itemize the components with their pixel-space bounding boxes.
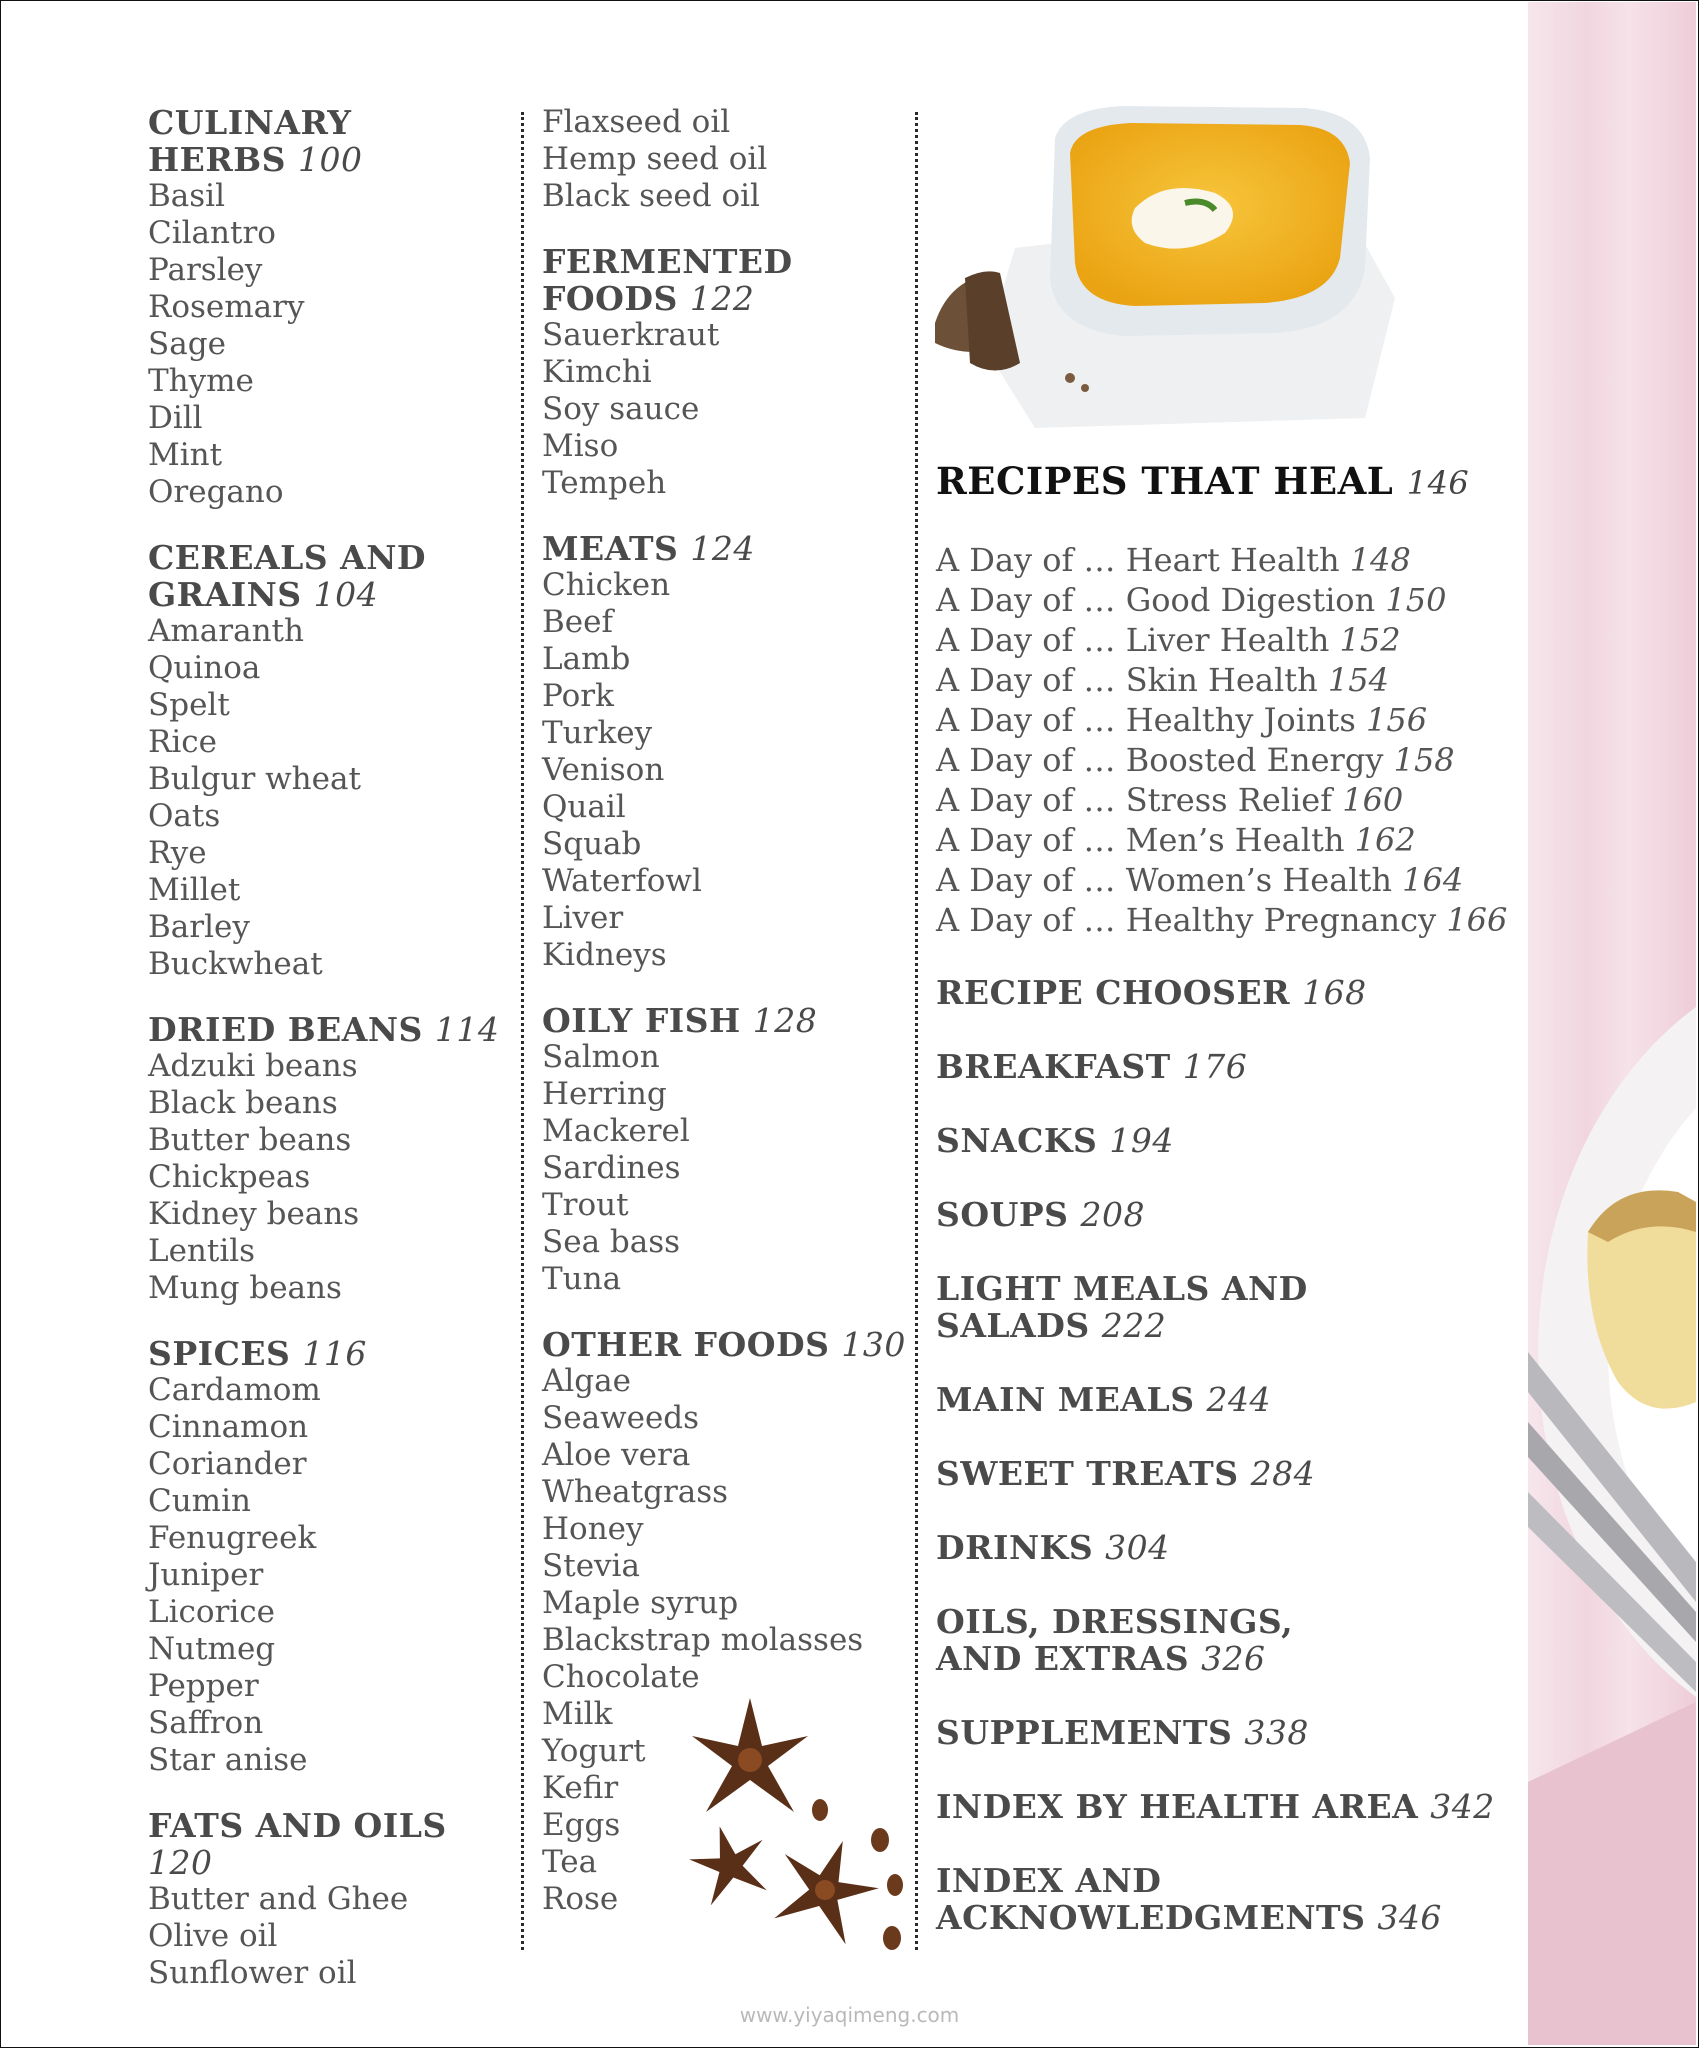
list-item[interactable]: Cardamom <box>148 1372 321 1408</box>
list-item[interactable]: Maple syrup <box>542 1585 739 1621</box>
list-item[interactable]: Barley <box>148 909 250 945</box>
toc-section-spices <box>148 1335 508 1779</box>
list-item[interactable]: Parsley <box>148 252 263 288</box>
list-item[interactable]: Miso <box>542 428 619 464</box>
list-item[interactable]: Kefir <box>542 1770 619 1806</box>
section-heading[interactable]: CEREALS AND GRAINS 104 <box>148 538 427 614</box>
list-item[interactable]: Chicken <box>542 567 671 603</box>
list-item[interactable]: Basil <box>148 178 226 214</box>
list-item[interactable]: Rice <box>148 724 217 760</box>
list-item[interactable]: Cilantro <box>148 215 276 251</box>
dessert-photo-strip <box>1528 2 1696 2045</box>
list-item[interactable]: Amaranth <box>148 613 304 649</box>
list-item[interactable]: Squab <box>542 826 642 862</box>
list-item[interactable]: Cinnamon <box>148 1409 309 1445</box>
page-number: 104 <box>313 575 379 614</box>
list-item[interactable]: Juniper <box>148 1557 264 1593</box>
list-item[interactable]: Honey <box>542 1511 644 1547</box>
list-item[interactable]: Butter beans <box>148 1122 352 1158</box>
toc-section-fats-and-oils <box>148 1807 508 1992</box>
list-item[interactable]: Bulgur wheat <box>148 761 361 797</box>
list-item[interactable]: Buckwheat <box>148 946 323 982</box>
list-item[interactable]: Tempeh <box>542 465 667 501</box>
list-item[interactable]: Lentils <box>148 1233 256 1269</box>
toc-section-cereals-and-grains <box>148 539 508 983</box>
footer-watermark: www.yiyaqimeng.com <box>739 2003 960 2027</box>
list-item[interactable]: Salmon <box>542 1039 660 1075</box>
list-item[interactable]: Star anise <box>148 1742 308 1778</box>
list-item[interactable]: Black beans <box>148 1085 338 1121</box>
list-item[interactable]: Saffron <box>148 1705 264 1741</box>
list-item[interactable]: A Day of … Heart Health 148 <box>936 541 1411 579</box>
section-heading[interactable]: OILY FISH 128 <box>542 1001 818 1040</box>
section-heading[interactable]: SOUPS 208 <box>936 1195 1146 1234</box>
list-item[interactable]: Rosemary <box>148 289 305 325</box>
list-item[interactable]: Adzuki beans <box>148 1048 358 1084</box>
list-item[interactable]: A Day of … Healthy Joints 156 <box>936 701 1428 739</box>
section-heading[interactable]: OILS, DRESSINGS, AND EXTRAS 326 <box>936 1602 1294 1678</box>
list-item[interactable]: Tea <box>542 1844 598 1880</box>
list-item[interactable]: Coriander <box>148 1446 307 1482</box>
list-item[interactable]: Mackerel <box>542 1113 690 1149</box>
list-item[interactable]: Fenugreek <box>148 1520 317 1556</box>
list-item[interactable]: Chickpeas <box>148 1159 311 1195</box>
section-heading[interactable]: SPICES 116 <box>148 1334 367 1373</box>
list-item[interactable]: Yogurt <box>542 1733 646 1769</box>
list-item[interactable]: A Day of … Good Digestion 150 <box>936 581 1447 619</box>
list-item[interactable]: Herring <box>542 1076 667 1112</box>
list-item[interactable]: Pork <box>542 678 614 714</box>
section-heading[interactable]: DRIED BEANS 114 <box>148 1010 500 1049</box>
section-heading[interactable]: FATS AND OILS 120 <box>148 1806 447 1882</box>
section-heading[interactable]: BREAKFAST 176 <box>936 1047 1248 1086</box>
list-item[interactable]: Sardines <box>542 1150 681 1186</box>
soup-bowl-image <box>925 98 1405 438</box>
page-number: 124 <box>690 529 755 568</box>
section-heading[interactable]: SWEET TREATS 284 <box>936 1454 1316 1493</box>
list-item[interactable]: Oats <box>148 798 221 834</box>
list-item[interactable]: Spelt <box>148 687 230 723</box>
section-heading[interactable]: FERMENTED FOODS 122 <box>542 242 793 318</box>
page-number: 128 <box>752 1001 818 1040</box>
list-item[interactable]: Dill <box>148 400 203 436</box>
list-item[interactable]: Cumin <box>148 1483 251 1519</box>
list-item[interactable]: Eggs <box>542 1807 621 1843</box>
section-heading[interactable]: INDEX BY HEALTH AREA 342 <box>936 1787 1495 1826</box>
list-item[interactable]: A Day of … Stress Relief 160 <box>936 781 1404 819</box>
star-anise-image <box>650 1680 910 1970</box>
list-item[interactable]: Kidney beans <box>148 1196 360 1232</box>
contents-column-3 <box>936 460 1516 1973</box>
list-item[interactable]: Sunflower oil <box>148 1955 357 1991</box>
section-heading[interactable]: MAIN MEALS 244 <box>936 1380 1272 1419</box>
toc-section-dried-beans <box>148 1011 508 1307</box>
list-item[interactable]: Butter and Ghee <box>148 1881 409 1917</box>
list-item[interactable]: A Day of … Healthy Pregnancy 166 <box>936 901 1508 939</box>
list-item[interactable]: Mint <box>148 437 223 473</box>
list-item[interactable]: Kimchi <box>542 354 652 390</box>
section-heading[interactable]: DRINKS 304 <box>936 1528 1170 1567</box>
list-item[interactable]: A Day of … Boosted Energy 158 <box>936 741 1455 779</box>
list-item[interactable]: Sage <box>148 326 226 362</box>
section-heading[interactable]: CULINARY HERBS 100 <box>148 103 363 179</box>
list-item[interactable]: Aloe vera <box>542 1437 691 1473</box>
page-number: 116 <box>302 1334 367 1373</box>
section-heading[interactable]: RECIPE CHOOSER 168 <box>936 973 1367 1012</box>
section-heading[interactable]: INDEX AND ACKNOWLEDGMENTS 346 <box>936 1861 1442 1937</box>
list-item[interactable]: Wheatgrass <box>542 1474 729 1510</box>
list-item[interactable]: Mung beans <box>148 1270 342 1306</box>
list-item[interactable]: Pepper <box>148 1668 259 1704</box>
list-item[interactable]: Oregano <box>148 474 284 510</box>
list-item[interactable]: Sauerkraut <box>542 317 720 353</box>
toc-section-oily-fish <box>542 1002 912 1298</box>
list-item[interactable]: Turkey <box>542 715 653 751</box>
list-item[interactable]: Waterfowl <box>542 863 702 899</box>
dotted-column-divider <box>521 112 524 1950</box>
list-item[interactable]: Trout <box>542 1187 629 1223</box>
list-item[interactable]: Nutmeg <box>148 1631 276 1667</box>
list-item[interactable]: Sea bass <box>542 1224 681 1260</box>
section-heading[interactable]: OTHER FOODS 130 <box>542 1325 906 1364</box>
list-item[interactable]: Kidneys <box>542 937 667 973</box>
list-item[interactable]: A Day of … Liver Health 152 <box>936 621 1401 659</box>
contents-column-1 <box>148 104 508 2020</box>
list-item[interactable]: Black seed oil <box>542 178 760 214</box>
list-item[interactable]: Olive oil <box>148 1918 278 1954</box>
list-item[interactable]: Hemp seed oil <box>542 141 768 177</box>
page-number: 122 <box>689 279 755 318</box>
list-item[interactable]: Seaweeds <box>542 1400 700 1436</box>
contents-column-2 <box>542 104 912 1946</box>
list-item[interactable]: Flaxseed oil <box>542 104 731 140</box>
list-item[interactable]: Blackstrap molasses <box>542 1622 864 1658</box>
list-item[interactable]: Thyme <box>148 363 254 399</box>
list-item[interactable]: Liver <box>542 900 624 936</box>
list-item[interactable]: Rye <box>148 835 207 871</box>
list-item[interactable]: A Day of … Women’s Health 164 <box>936 861 1464 899</box>
list-item[interactable]: Venison <box>542 752 665 788</box>
section-heading[interactable]: SNACKS 194 <box>936 1121 1174 1160</box>
toc-section-fats-continued <box>542 104 912 215</box>
toc-section-culinary-herbs <box>148 104 508 511</box>
list-item[interactable]: Quail <box>542 789 626 825</box>
page-number: 114 <box>434 1010 500 1049</box>
toc-section-fermented-foods <box>542 243 912 502</box>
list-item[interactable]: Millet <box>148 872 241 908</box>
list-item[interactable]: Quinoa <box>148 650 261 686</box>
page-number: 130 <box>841 1325 906 1364</box>
page-number: 146 <box>1406 464 1470 502</box>
recipes-that-heal-heading[interactable]: RECIPES THAT HEAL 146 <box>936 459 1470 503</box>
page-number: 100 <box>297 140 363 179</box>
list-item[interactable]: Licorice <box>148 1594 275 1630</box>
section-heading[interactable]: MEATS 124 <box>542 529 755 568</box>
list-item[interactable]: Rose <box>542 1881 619 1917</box>
list-item[interactable]: Chocolate <box>542 1659 700 1695</box>
toc-section-meats <box>542 530 912 974</box>
list-item[interactable]: A Day of … Men’s Health 162 <box>936 821 1416 859</box>
section-heading[interactable]: LIGHT MEALS AND SALADS 222 <box>936 1269 1308 1345</box>
day-plan-list <box>936 540 1516 940</box>
list-item[interactable]: Tuna <box>542 1261 622 1297</box>
list-item[interactable]: Algae <box>542 1363 631 1399</box>
dessert-plate-with-fork-image <box>1528 2 1696 2045</box>
list-item[interactable]: A Day of … Skin Health 154 <box>936 661 1389 699</box>
list-item[interactable]: Soy sauce <box>542 391 700 427</box>
dotted-column-divider <box>915 112 918 1950</box>
list-item[interactable]: Stevia <box>542 1548 640 1584</box>
section-heading[interactable]: SUPPLEMENTS 338 <box>936 1713 1309 1752</box>
list-item[interactable]: Milk <box>542 1696 613 1732</box>
list-item[interactable]: Beef <box>542 604 613 640</box>
page-number: 120 <box>148 1843 213 1882</box>
list-item[interactable]: Lamb <box>542 641 631 677</box>
